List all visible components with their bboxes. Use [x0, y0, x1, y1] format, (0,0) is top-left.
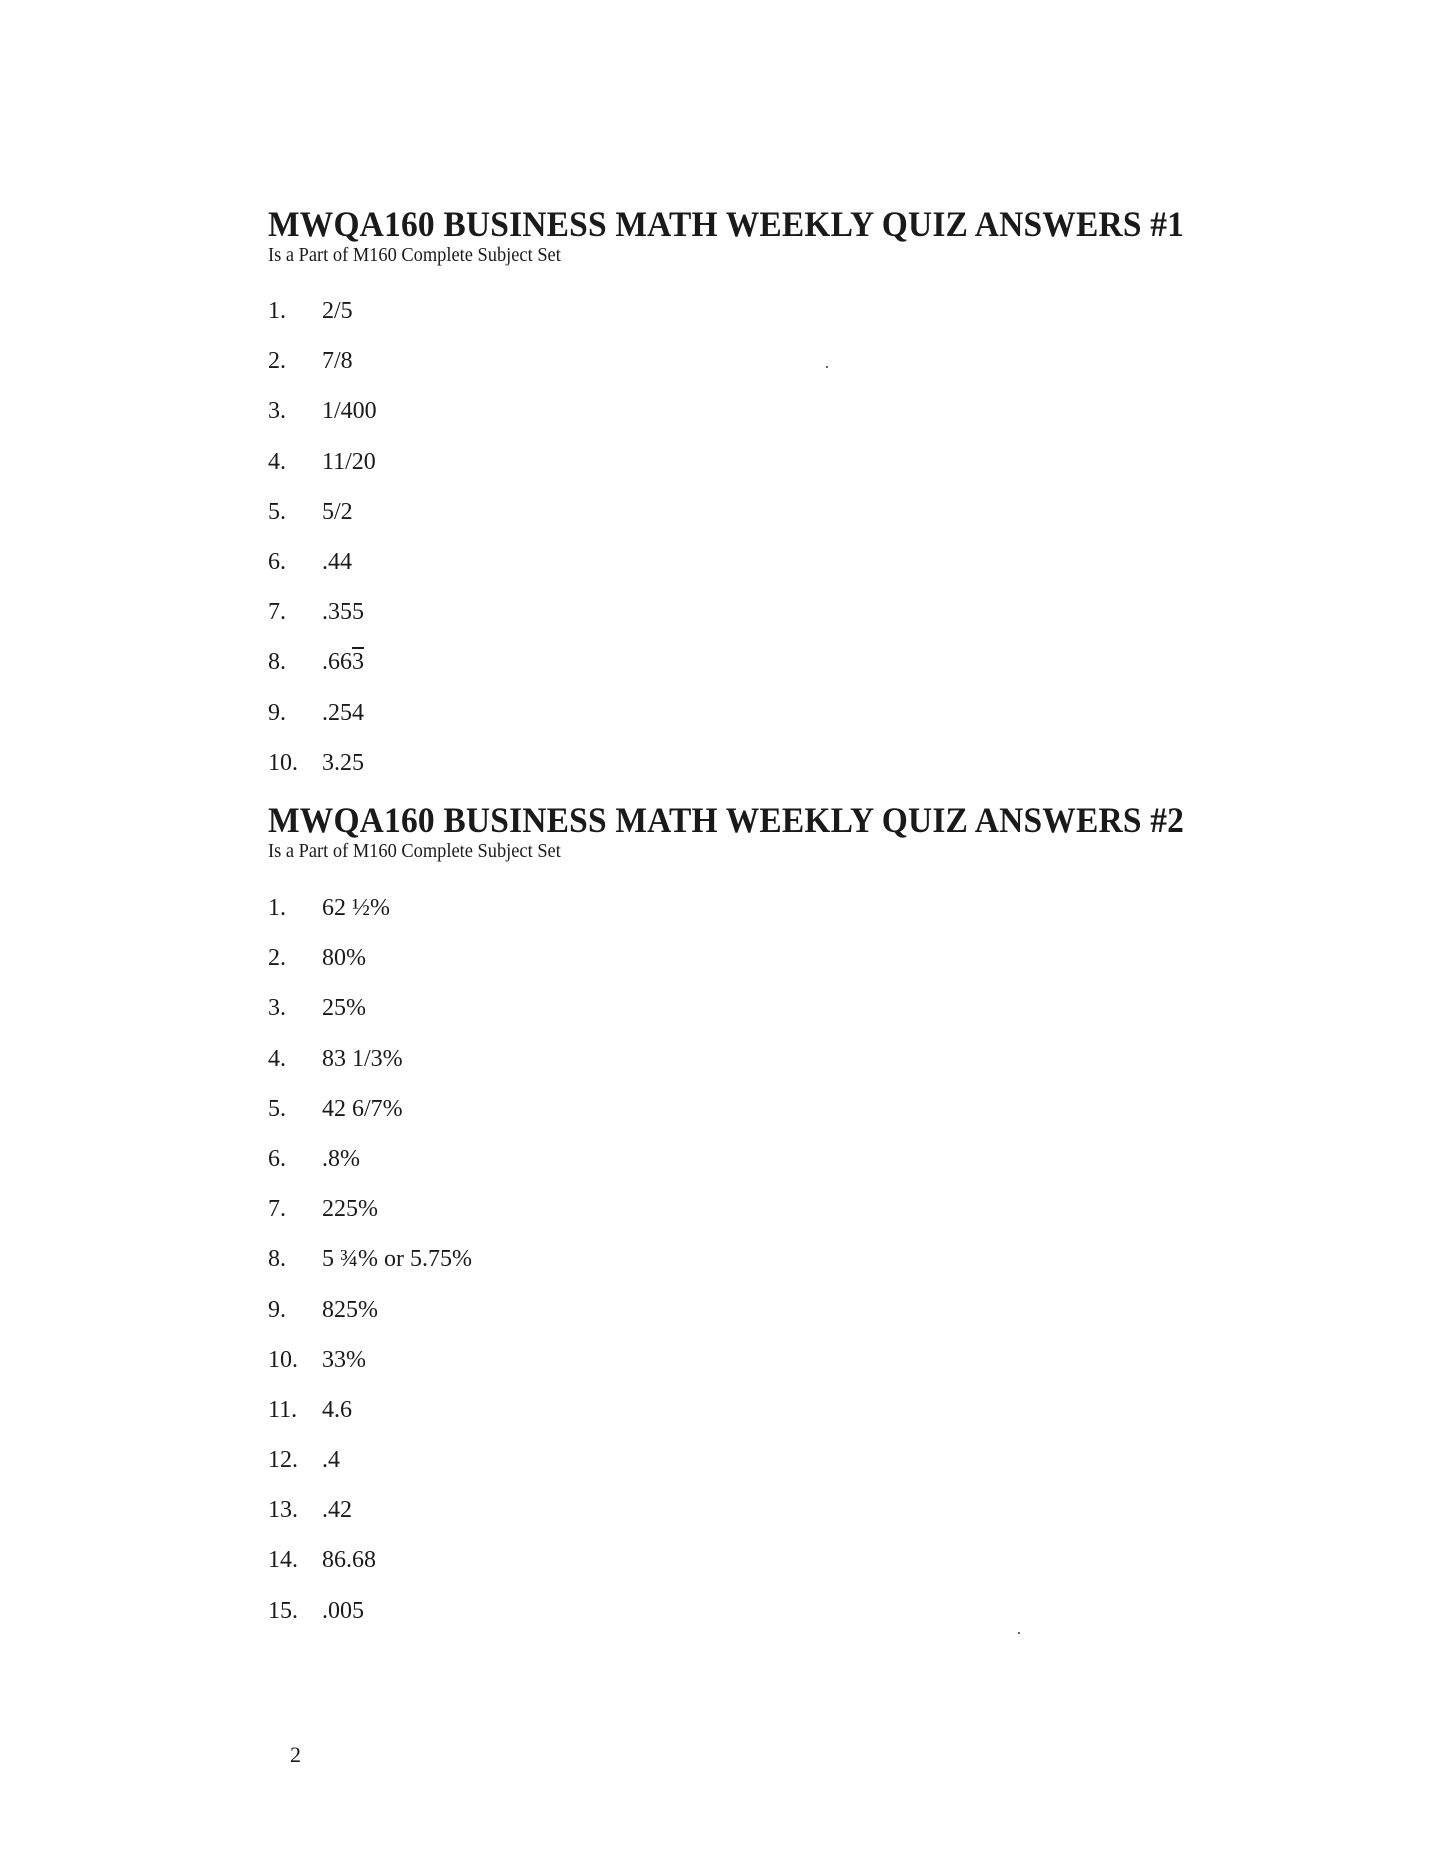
answer-item [268, 1545, 1328, 1595]
answer-item [268, 748, 1328, 798]
answer-text: 1/400 [322, 398, 377, 425]
answer-text: .42 [322, 1497, 352, 1524]
answer-text: 5/2 [322, 498, 353, 525]
answer-item [268, 1244, 1328, 1294]
answer-item [268, 497, 1328, 547]
question-number: 5. [268, 1095, 286, 1122]
answer-item [268, 296, 1328, 346]
answer-text: 3.25 [322, 749, 364, 776]
question-number: 11. [268, 1396, 298, 1423]
answer-text: 33% [322, 1346, 366, 1373]
answer-item [268, 1295, 1328, 1345]
question-number: 1. [268, 298, 286, 324]
question-number: 3. [268, 398, 286, 425]
answer-text: .4 [322, 1447, 340, 1474]
question-number: 6. [268, 1145, 286, 1172]
answer-item [268, 396, 1328, 446]
question-number: 7. [268, 1196, 286, 1223]
answer-text: .254 [322, 699, 364, 726]
answer-item [268, 1094, 1328, 1144]
answer-item [268, 1395, 1328, 1445]
question-number: 15. [268, 1597, 298, 1624]
answer-text: 7/8 [322, 348, 353, 375]
answer-text: .005 [322, 1597, 364, 1624]
question-number: 4. [268, 1045, 286, 1072]
question-number: 1. [268, 895, 286, 921]
answer-item [268, 1144, 1328, 1194]
answer-text: 25% [322, 995, 366, 1022]
question-number: 10. [268, 1346, 298, 1373]
answer-item [268, 1495, 1328, 1545]
answer-item [268, 1445, 1328, 1495]
answer-list [268, 893, 1328, 1646]
question-number: 9. [268, 1296, 286, 1323]
answer-text: 5 ¾% or 5.75% [322, 1246, 472, 1273]
question-number: 2. [268, 945, 286, 972]
question-number: 13. [268, 1497, 298, 1524]
answer-item [268, 647, 1328, 697]
section-subtitle: Is a Part of M160 Complete Subject Set [268, 840, 561, 862]
question-number: 12. [268, 1447, 298, 1474]
answer-text: 83 1/3% [322, 1045, 403, 1072]
question-number: 14. [268, 1547, 298, 1574]
page-number: 2 [290, 1742, 301, 1767]
answer-item [268, 447, 1328, 497]
answer-text: 825% [322, 1296, 378, 1323]
quiz-answers-section-2 [268, 800, 1328, 1646]
repeating-digit-overline: 3 [352, 649, 364, 676]
answer-item [268, 943, 1328, 993]
scan-speck [1018, 1632, 1020, 1634]
answer-item [268, 597, 1328, 647]
answer-item [268, 1044, 1328, 1094]
question-number: 6. [268, 548, 286, 575]
answer-text: 225% [322, 1196, 378, 1223]
answer-item [268, 698, 1328, 748]
answer-item [268, 346, 1328, 396]
section-title: MWQA160 BUSINESS MATH WEEKLY QUIZ ANSWERS #2 [268, 800, 1185, 840]
question-number: 4. [268, 448, 286, 475]
question-number: 3. [268, 995, 286, 1022]
answer-text: 42 6/7% [322, 1095, 403, 1122]
answer-text: 2/5 [322, 298, 353, 324]
question-number: 2. [268, 348, 286, 375]
question-number: 5. [268, 498, 286, 525]
answer-prefix: .66 [322, 649, 352, 676]
question-number: 8. [268, 649, 286, 676]
answer-item [268, 1596, 1328, 1646]
answer-text: 86.68 [322, 1547, 376, 1574]
answer-item [268, 893, 1328, 943]
section-title: MWQA160 BUSINESS MATH WEEKLY QUIZ ANSWERS #1 [268, 204, 1185, 244]
question-number: 8. [268, 1246, 286, 1273]
answer-text: .44 [322, 548, 352, 575]
answer-text [322, 647, 364, 677]
answer-text: 4.6 [322, 1396, 352, 1423]
question-number: 10. [268, 749, 298, 776]
question-number: 9. [268, 699, 286, 726]
quiz-answers-section-1 [268, 204, 1328, 798]
answer-text: 11/20 [322, 448, 376, 475]
answer-item [268, 993, 1328, 1043]
question-number: 7. [268, 599, 286, 626]
answer-text: 62 ½% [322, 895, 390, 921]
answer-item [268, 1345, 1328, 1395]
answer-text: .355 [322, 599, 364, 626]
section-subtitle: Is a Part of M160 Complete Subject Set [268, 244, 561, 266]
answer-item [268, 547, 1328, 597]
answer-list [268, 296, 1328, 798]
scan-speck [826, 366, 828, 368]
answer-item [268, 1194, 1328, 1244]
answer-text: .8% [322, 1145, 360, 1172]
answer-text: 80% [322, 945, 366, 972]
